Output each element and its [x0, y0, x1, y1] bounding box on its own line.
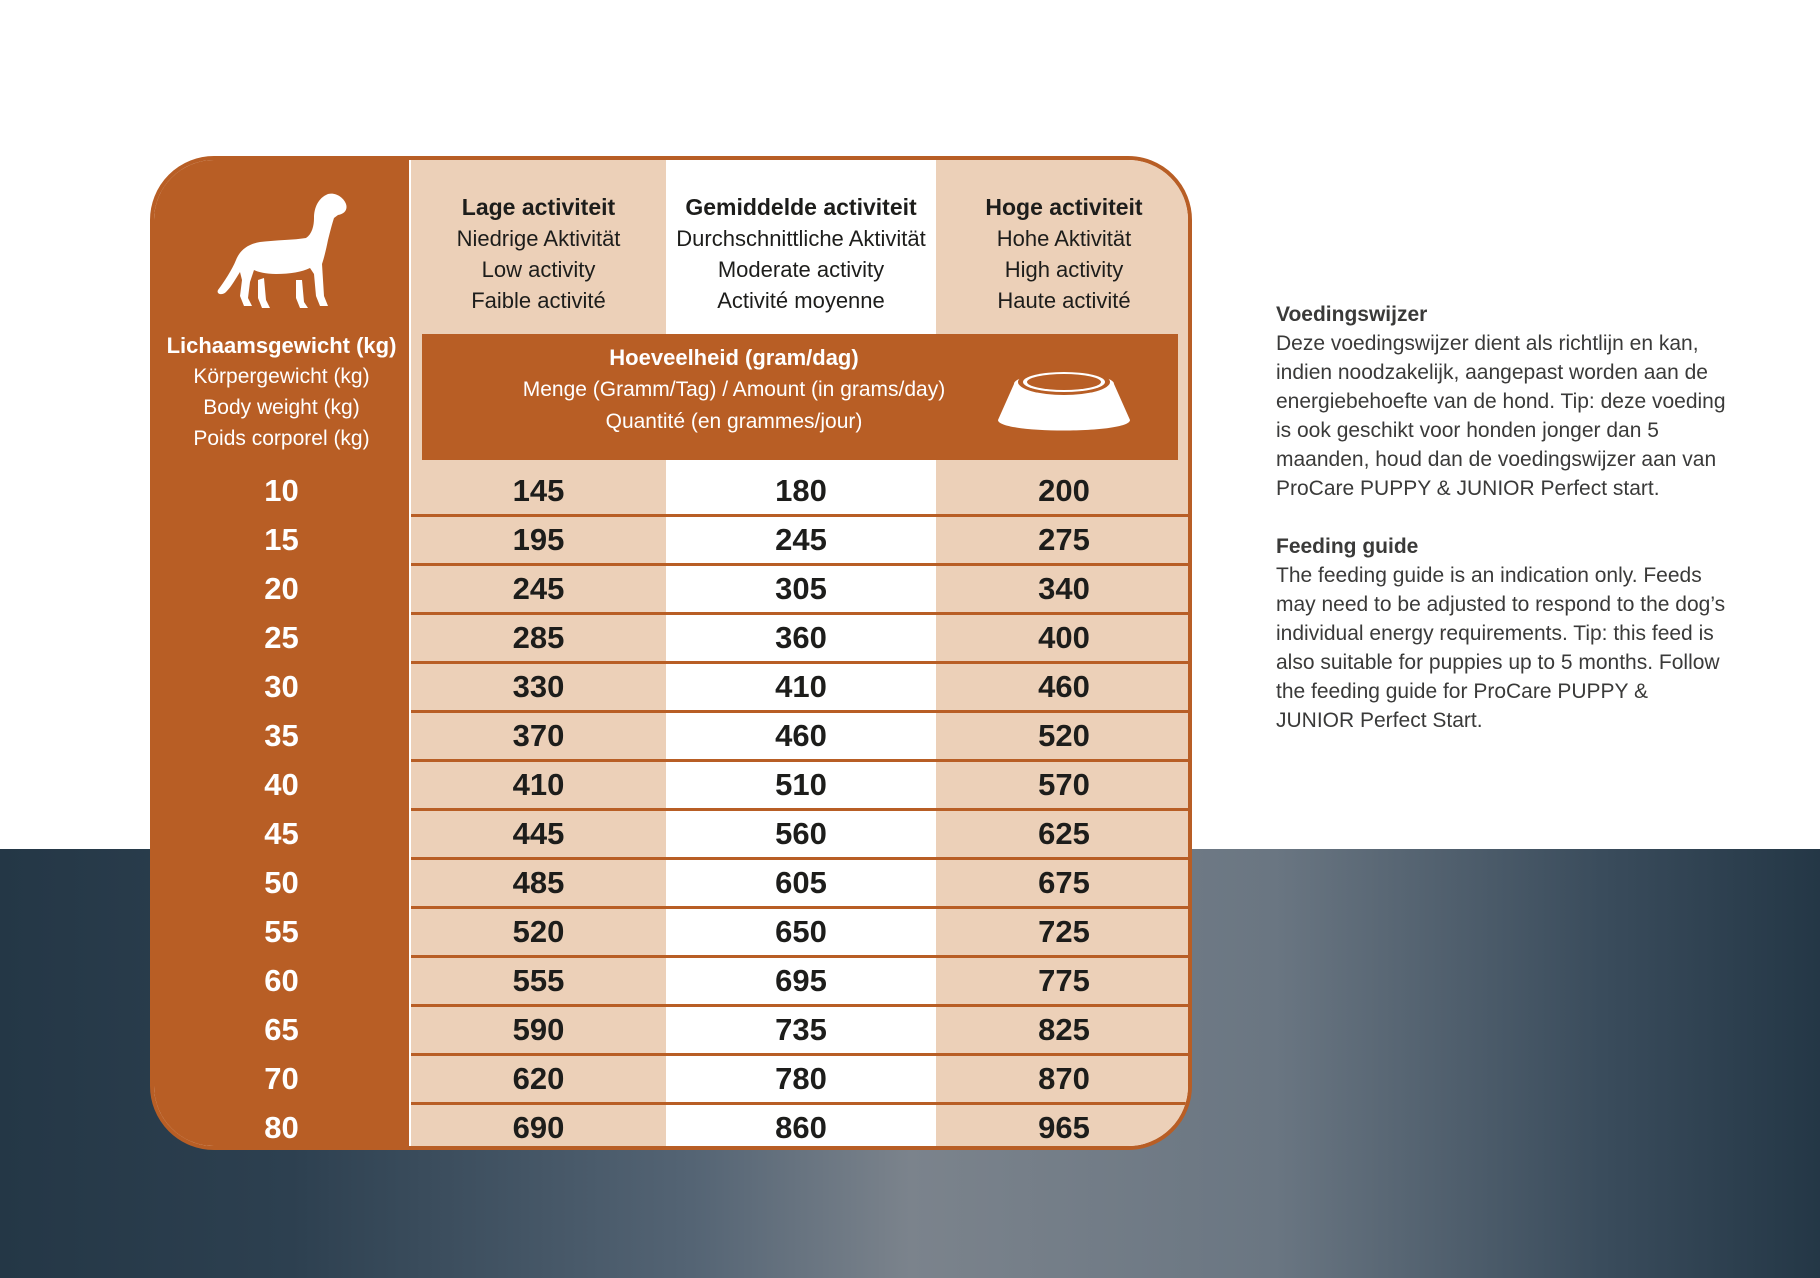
high-value: 965 [1038, 1110, 1090, 1145]
high-activity-title: Hoge activiteit [985, 194, 1143, 220]
moderate-value: 460 [775, 718, 827, 753]
weight-value: 60 [264, 963, 299, 998]
low-value: 145 [512, 473, 565, 508]
table-row [154, 662, 1188, 711]
weight-en: Body weight (kg) [203, 396, 360, 419]
moderate-value: 305 [775, 571, 827, 606]
guide-nl-text: Deze voedingswijzer dient als richtlijn en kan, indien noodzakelijk, aangepast worden aan de energiebehoefte van de hond. Tip: deze voeding is ook geschikt voor honden jonger dan 5 maanden, houd dan de voedingswijzer aan van ProCare PUPPY & JUNIOR Perfect start. [1276, 332, 1726, 500]
amount-title: Hoeveelheid (gram/dag) [609, 345, 859, 370]
high-value: 625 [1038, 816, 1090, 851]
moderate-value: 695 [775, 963, 827, 998]
moderate-activity-header [668, 192, 934, 316]
weight-value: 55 [264, 914, 299, 949]
moderate-value: 360 [775, 620, 827, 655]
weight-value: 30 [264, 669, 299, 704]
high-value: 725 [1038, 914, 1090, 949]
moderate-value: 605 [775, 865, 827, 900]
high-value: 460 [1038, 669, 1090, 704]
dog-icon [210, 188, 350, 314]
low-value: 195 [512, 522, 565, 557]
table-row [154, 1005, 1188, 1054]
high-value: 275 [1038, 522, 1090, 557]
table-row [154, 564, 1188, 613]
weight-de: Körpergewicht (kg) [193, 365, 370, 388]
moderate-value: 780 [775, 1061, 827, 1096]
table-row [154, 711, 1188, 760]
table-row [154, 1103, 1188, 1150]
low-activity-en: Low activity [481, 257, 596, 282]
moderate-value: 410 [775, 669, 827, 704]
low-value: 590 [512, 1012, 565, 1047]
moderate-value: 735 [775, 1012, 827, 1047]
high-value: 200 [1038, 473, 1090, 508]
weight-value: 70 [264, 1061, 299, 1096]
high-value: 520 [1038, 718, 1090, 753]
low-activity-fr: Faible activité [471, 288, 606, 313]
low-value: 370 [512, 718, 565, 753]
weight-value: 10 [264, 473, 299, 508]
moderate-value: 560 [775, 816, 827, 851]
high-value: 340 [1038, 571, 1090, 606]
low-value: 555 [512, 963, 565, 998]
high-activity-fr: Haute activité [997, 288, 1131, 313]
table-row [154, 809, 1188, 858]
weight-value: 50 [264, 865, 299, 900]
low-activity-title: Lage activiteit [461, 194, 616, 220]
table-row [154, 613, 1188, 662]
moderate-activity-en: Moderate activity [717, 257, 885, 282]
high-value: 870 [1038, 1061, 1090, 1096]
weight-header [154, 330, 409, 454]
amount-line-2: Menge (Gramm/Tag) / Amount (in grams/day) [522, 378, 946, 401]
moderate-value: 650 [775, 914, 827, 949]
low-value: 520 [512, 914, 565, 949]
bowl-icon [998, 358, 1130, 432]
low-activity-header [411, 192, 666, 316]
high-activity-header [936, 192, 1192, 316]
moderate-activity-de: Durchschnittliche Aktivität [676, 226, 926, 251]
moderate-activity-fr: Activité moyenne [717, 288, 885, 313]
low-activity-de: Niedrige Aktivität [456, 226, 621, 251]
high-value: 775 [1038, 963, 1090, 998]
amount-line-3: Quantité (en grammes/jour) [605, 410, 863, 433]
table-row [154, 956, 1188, 1005]
high-activity-en: High activity [1004, 257, 1124, 282]
low-value: 445 [512, 816, 565, 851]
low-value: 620 [512, 1061, 565, 1096]
high-value: 825 [1038, 1012, 1090, 1047]
high-activity-de: Hohe Aktivität [996, 226, 1132, 251]
amount-label [422, 342, 1046, 438]
guide-en-title: Feeding guide [1276, 535, 1419, 558]
low-value: 410 [512, 767, 565, 802]
weight-fr: Poids corporel (kg) [193, 427, 370, 450]
table-row [154, 515, 1188, 564]
weight-value: 20 [264, 571, 299, 606]
weight-value: 65 [264, 1012, 299, 1047]
high-value: 570 [1038, 767, 1090, 802]
feeding-rows [154, 466, 1188, 1150]
moderate-value: 510 [775, 767, 827, 802]
feeding-table [150, 156, 1192, 1150]
weight-value: 40 [264, 767, 299, 802]
weight-value: 25 [264, 620, 299, 655]
moderate-value: 245 [775, 522, 827, 557]
weight-value: 80 [264, 1110, 299, 1145]
high-value: 400 [1038, 620, 1090, 655]
feeding-guide-text [1276, 300, 1726, 764]
low-value: 285 [512, 620, 565, 655]
weight-value: 45 [264, 816, 299, 851]
weight-value: 15 [264, 522, 299, 557]
low-value: 245 [512, 571, 565, 606]
amount-header [422, 334, 1178, 460]
table-row [154, 1054, 1188, 1103]
low-value: 690 [512, 1110, 565, 1145]
guide-en-text: The feeding guide is an indication only. Feeds may need to be adjusted to respond to the dog’s individual energy requirements. Tip: this feed is also suitable for puppies up to 5 months. Follow the feeding guide for ProCare PUPPY & JUNIOR Perfect Start. [1276, 564, 1726, 732]
weight-value: 35 [264, 718, 299, 753]
table-row [154, 858, 1188, 907]
table-row [154, 466, 1188, 515]
moderate-value: 180 [775, 473, 827, 508]
table-row [154, 907, 1188, 956]
weight-title: Lichaamsgewicht (kg) [166, 333, 397, 358]
low-value: 485 [512, 865, 565, 900]
moderate-value: 860 [775, 1110, 827, 1145]
low-value: 330 [512, 669, 565, 704]
high-value: 675 [1038, 865, 1090, 900]
table-row [154, 760, 1188, 809]
moderate-activity-title: Gemiddelde activiteit [685, 194, 917, 220]
guide-nl-title: Voedingswijzer [1276, 303, 1428, 326]
